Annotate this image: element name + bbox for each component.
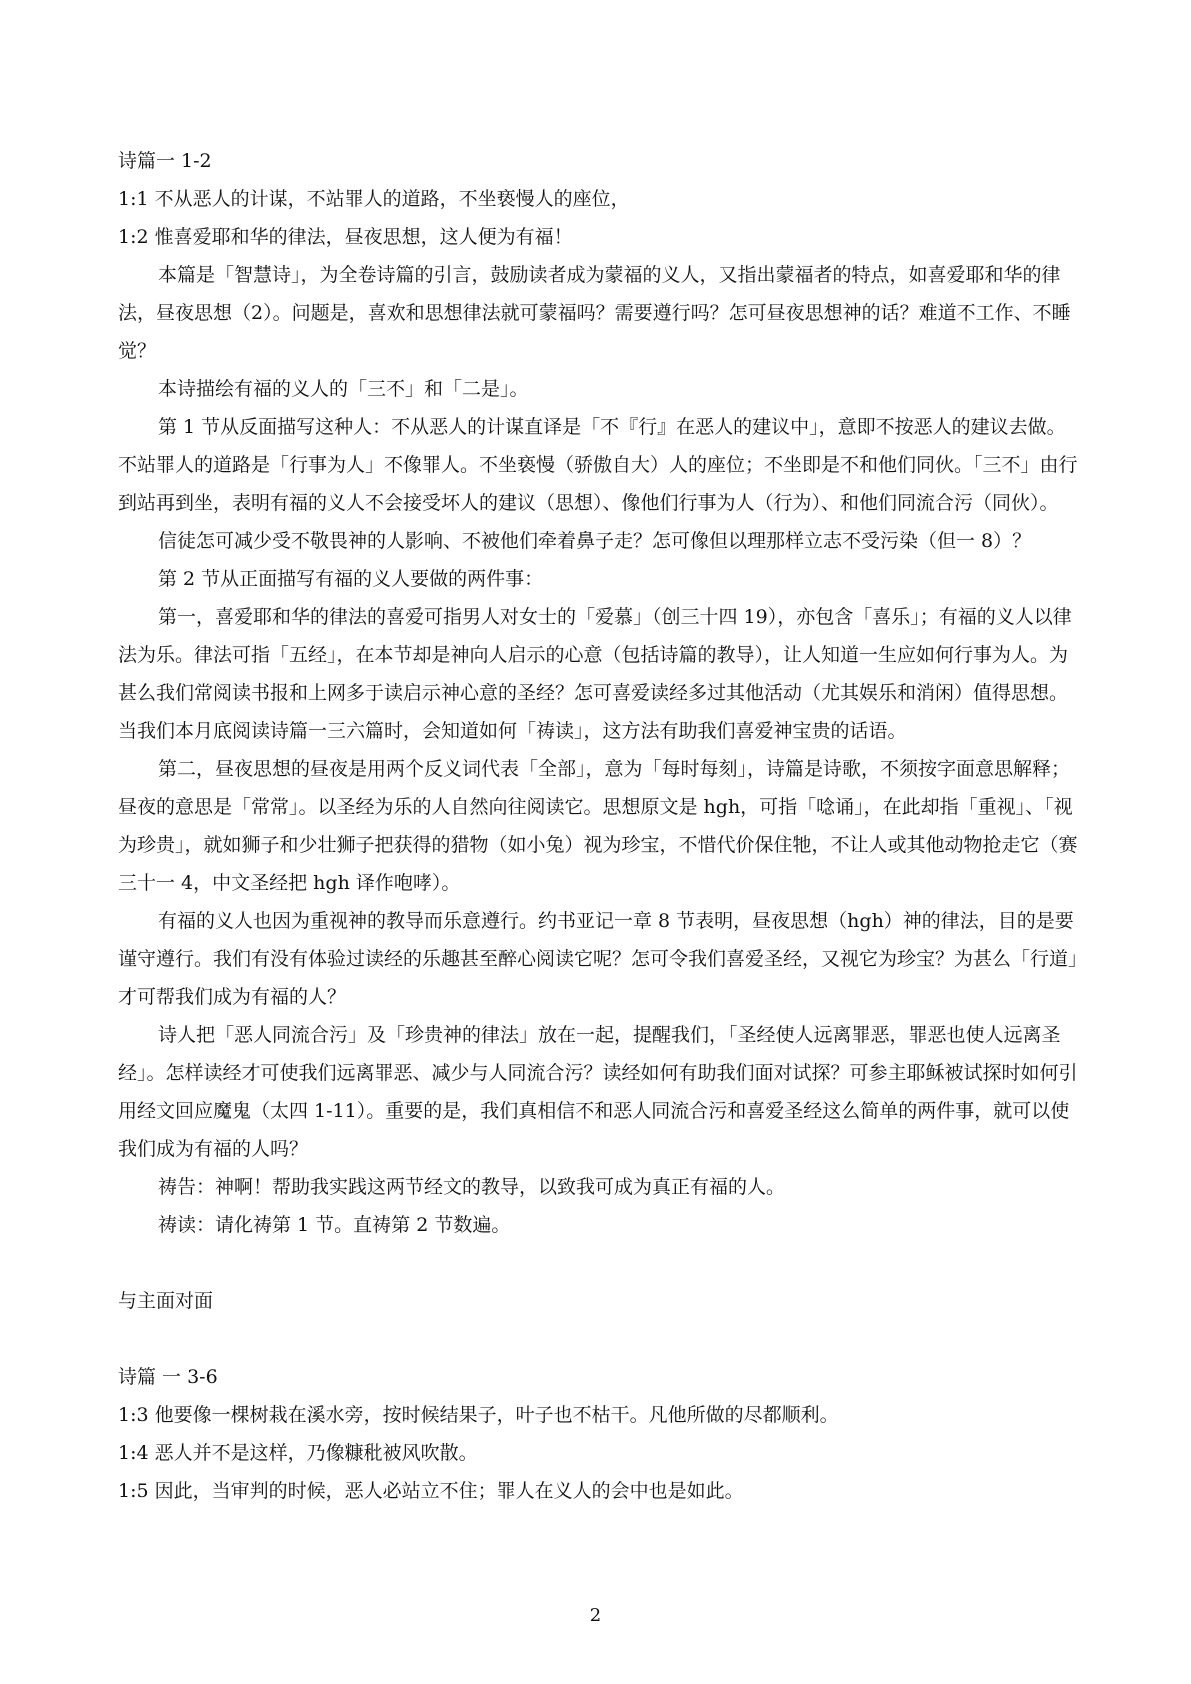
passage-heading: 诗篇一 1-2: [118, 150, 212, 172]
spacer: [118, 1320, 1080, 1358]
body-paragraph: 本篇是「智慧诗」，为全卷诗篇的引言，鼓励读者成为蒙福的义人，又指出蒙福者的特点，如喜爱耶和华的律法，昼夜思想（2）。问题是，喜欢和思想律法就可蒙福吗？需要遵行吗？怎可昼夜思想神的话？难道不工作、不睡觉？: [118, 264, 1071, 362]
verse-line: 1:2 惟喜爱耶和华的律法，昼夜思想，这人便为有福！: [118, 226, 573, 248]
section-title: 与主面对面: [118, 1290, 214, 1312]
passage-heading: 诗篇 一 3-6: [118, 1366, 218, 1388]
body-paragraph: 有福的义人也因为重视神的教导而乐意遵行。约书亚记一章 8 节表明，昼夜思想（hgh）神的律法，目的是要谨守遵行。我们有没有体验过读经的乐趣甚至醉心阅读它呢？怎可令我们喜爱圣经，又视它为珍宝？为甚么「行道」才可帮我们成为有福的人？: [118, 910, 1078, 1008]
verse-line: 1:4 恶人并不是这样，乃像糠秕被风吹散。: [118, 1442, 478, 1464]
body-paragraph: 第 2 节从正面描写有福的义人要做的两件事：: [158, 568, 544, 590]
body-paragraph: 第二，昼夜思想的昼夜是用两个反义词代表「全部」，意为「每时每刻」，诗篇是诗歌，不须按字面意思解释；昼夜的意思是「常常」。以圣经为乐的人自然向往阅读它。思想原文是 hgh，可指「唸诵」，在此却指「重视」、「视为珍贵」，就如狮子和少壮狮子把获得的猎物（如小兔）视为珍宝，不惜代价保住牠，不让人或其他动物抢走它（赛三十一 4，中文圣经把 hgh 译作咆哮）。: [118, 758, 1078, 894]
verse-line: 1:3 他要像一棵树栽在溪水旁，按时候结果子，叶子也不枯干。凡他所做的尽都顺利。: [118, 1404, 839, 1426]
body-paragraph: 本诗描绘有福的义人的「三不」和「二是」。: [158, 378, 529, 400]
spacer: [118, 1244, 1080, 1282]
body-paragraph: 第 1 节从反面描写这种人：不从恶人的计谋直译是「不『行』在恶人的建议中」，意即不按恶人的建议去做。不站罪人的道路是「行事为人」不像罪人。不坐亵慢（骄傲自大）人的座位；不坐即是不和他们同伙。「三不」由行到站再到坐，表明有福的义人不会接受坏人的建议（思想）、像他们行事为人（行为）、和他们同流合污（同伙）。: [118, 416, 1078, 514]
page-number: 2: [589, 1605, 602, 1626]
prayer-reading-line: 祷读：请化祷第 1 节。直祷第 2 节数遍。: [158, 1214, 511, 1236]
body-paragraph: 诗人把「恶人同流合污」及「珍贵神的律法」放在一起，提醒我们，「圣经使人远离罪恶，罪恶也使人远离圣经」。怎样读经才可使我们远离罪恶、减少与人同流合污？读经如何有助我们面对试探？可参主耶稣被试探时如何引用经文回应魔鬼（太四 1-11）。重要的是，我们真相信不和恶人同流合污和喜爱圣经这么简单的两件事，就可以使我们成为有福的人吗？: [118, 1024, 1078, 1160]
verse-line: 1:5 因此，当审判的时候，恶人必站立不住；罪人在义人的会中也是如此。: [118, 1480, 744, 1502]
prayer-line: 祷告：神啊！帮助我实践这两节经文的教导，以致我可成为真正有福的人。: [158, 1176, 786, 1198]
body-paragraph: 信徒怎可减少受不敬畏神的人影响、不被他们牵着鼻子走？怎可像但以理那样立志不受污染（但一 8）？: [158, 530, 1032, 552]
verse-line: 1:1 不从恶人的计谋，不站罪人的道路，不坐亵慢人的座位，: [118, 188, 630, 210]
body-paragraph: 第一，喜爱耶和华的律法的喜爱可指男人对女士的「爱慕」（创三十四 19），亦包含「喜乐」；有福的义人以律法为乐。律法可指「五经」，在本节却是神向人启示的心意（包括诗篇的教导），让人知道一生应如何行事为人。为甚么我们常阅读书报和上网多于读启示神心意的圣经？怎可喜爱读经多过其他活动（尤其娱乐和消闲）值得思想。当我们本月底阅读诗篇一三六篇时，会知道如何「祷读」，这方法有助我们喜爱神宝贵的话语。: [118, 606, 1072, 742]
document-body: [118, 142, 1080, 1510]
